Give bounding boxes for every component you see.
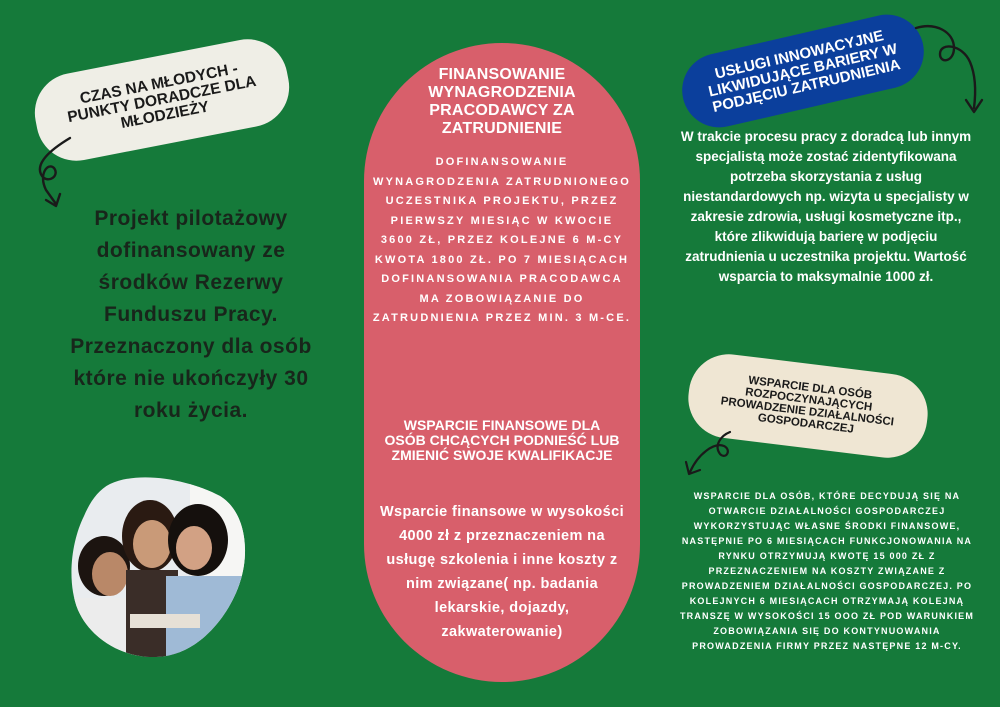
center-heading-employer-funding: FINANSOWANIE WYNAGRODZENIA PRACODAWCY ZA ZATRUDNIENIE [428,66,576,137]
right-tag-innovative-services [675,7,931,134]
right-description-business-support: WSPARCIE DLA OSÓB, KTÓRE DECYDUJĄ SIĘ NA OTWARCIE DZIAŁALNOŚCI GOSPODARCZEJ WYKORZYSTUJĄC WŁASNE ŚRODKI FINANSOWE, NASTĘPNIE PO 6 MIESIĄCACH FUNKCJONOWANIA NA RYNKU OTRZYMUJĄ KWOTĘ 15 000 ZŁ Z PRZEZNACZENIEM NA KOSZTY ZWIĄZANE Z PROWADZENIEM DZIAŁALNOŚCI GOSPODARCZEJ. PO KOLEJNYCH 6 MIESIĄCACH OTRZYMAJĄ KOLEJNĄ TRANSZĘ W WYSOKOŚCI 15 OOO ZŁ POD WARUNKIEM ZOBOWIĄZANIA SIĘ DO KONTYNUOWANIA PROWADZENIA FIRMY PRZEZ NASTĘPNE 12 M-CY. [679,491,975,651]
left-description: Projekt pilotażowy dofinansowany ze środków Rezerwy Funduszu Pracy. Przeznaczony dla osób które nie ukończyły 30 roku życia. [70,207,312,422]
right-description-innovative-services: W trakcie procesu pracy z doradcą lub innym specjalistą może zostać zidentyfikowana potrzeba skorzystania z usług niestandardowych np. wizyta u specjalisty w zakresie zdrowia, usługi kosmetyczne itp., które zlikwidują barierę w podjęciu zatrudnienia u uczestnika projektu. Wartość wsparcia to maksymalnie 1000 zł. [680,129,972,284]
center-body-employer-funding: DOFINANSOWANIE WYNAGRODZENIA ZATRUDNIONEGO UCZESTNIKA PROJEKTU, PRZEZ PIERWSZY MIESIĄC W KWOCIE 3600 ZŁ, PRZEZ KOLEJNE 6 M-CY KWOTA 1800 ZŁ. PO 7 MIESIĄCACH DOFINANSOWANIA PRACODAWCA MA ZOBOWIĄZANIE DO ZATRUDNIENIA PRZEZ MIN. 3 M-CE. [372,156,632,324]
left-tag-label: CZAS NA MŁODYCH - PUNKTY DORADCZE DLA MŁODZIEŻY [66,59,258,133]
center-heading-qualifications: WSPARCIE FINANSOWE DLA OSÓB CHCĄCYCH PODNIEŚĆ LUB ZMIENIĆ SWOJE KWALIFIKACJE [384,417,620,463]
right-tag2-label: WSPARCIE DLA OSÓB ROZPOCZYNAJĄCYCH PROWADZENIE DZIAŁALNOŚCI GOSPODARCZEJ [719,374,895,436]
center-body-qualifications: Wsparcie finansowe w wysokości 4000 zł z przeznaczeniem na usługę szkolenia i inne koszty z nim związane( np. badania lekarskie, dojazdy, zakwaterowanie) [379,504,625,640]
curly-arrow-icon [910,18,990,118]
young-people-photo [70,474,248,658]
curly-arrow-icon [680,426,740,482]
curly-arrow-icon [30,130,90,210]
right-tag1-label: USŁUGI INNOWACYJNE LIKWIDUJĄCE BARIERY W PODJĘCIU ZATRUDNIENIA [706,27,903,116]
